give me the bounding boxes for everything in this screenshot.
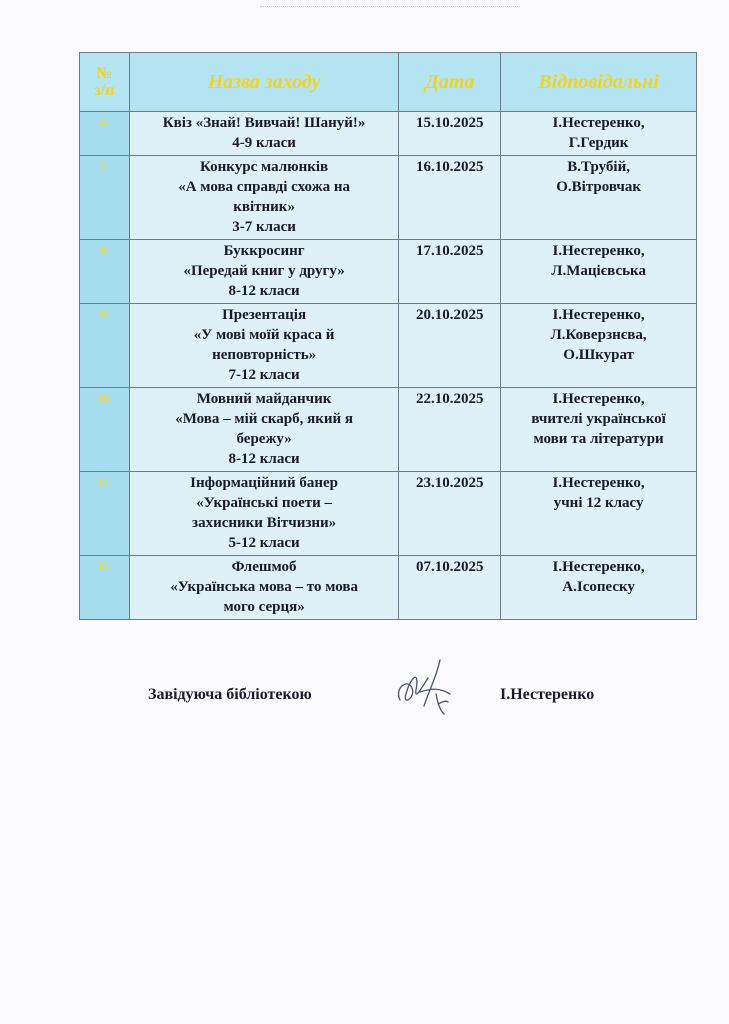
responsible-line: І.Нестеренко,: [552, 391, 645, 407]
responsible-line: Г.Гердик: [568, 135, 629, 151]
event-date-cell: 22.10.2025: [399, 388, 501, 472]
event-name-line: «Мова – мій скарб, який я: [175, 411, 353, 427]
event-name-line: 5-12 класи: [228, 535, 300, 551]
row-number: 11.: [80, 472, 130, 556]
responsible-line: І.Нестеренко,: [552, 307, 645, 323]
event-name-line: 3-7 класи: [232, 219, 296, 235]
responsible-line: О.Вітровчак: [556, 179, 641, 195]
event-name-line: «Передай книг у другу»: [183, 263, 345, 279]
event-name-line: «Українська мова – то мова: [170, 579, 358, 595]
row-number: 9.: [80, 304, 130, 388]
table-row: [80, 156, 697, 240]
row-number: 8.: [80, 240, 130, 304]
event-name-line: неповторність»: [212, 347, 317, 363]
event-date-cell: 07.10.2025: [399, 556, 501, 620]
responsible-line: мови та літератури: [533, 431, 664, 447]
table-row: [80, 388, 697, 472]
responsible-cell: [501, 472, 697, 556]
event-date-cell: 20.10.2025: [399, 304, 501, 388]
event-date-cell: 15.10.2025: [399, 112, 501, 156]
event-name-line: квітник»: [233, 199, 295, 215]
table-row: [80, 304, 697, 388]
responsible-line: Л.Коверзнєва,: [550, 327, 647, 343]
event-name-cell: [129, 156, 398, 240]
event-name-line: захисники Вітчизни»: [192, 515, 337, 531]
table-header-row: [80, 53, 697, 112]
responsible-line: учні 12 класу: [553, 495, 644, 511]
row-number: 7.: [80, 156, 130, 240]
event-name-line: Флешмоб: [231, 559, 297, 575]
header-responsible: Відповідальні: [501, 53, 697, 112]
event-name-cell: [129, 388, 398, 472]
responsible-cell: [501, 556, 697, 620]
responsible-line: О.Шкурат: [563, 347, 634, 363]
header-event-name: Назва заходу: [129, 53, 398, 112]
row-number: 6.: [80, 112, 130, 156]
responsible-cell: [501, 304, 697, 388]
responsible-line: І.Нестеренко,: [552, 559, 645, 575]
signature-role: Завідуюча бібліотекою: [148, 686, 312, 703]
event-name-line: бережу»: [236, 431, 292, 447]
event-name-line: Презентація: [222, 307, 307, 323]
event-date-cell: 17.10.2025: [399, 240, 501, 304]
event-name-line: 4-9 класи: [232, 135, 296, 151]
responsible-line: А.Ісопеску: [562, 579, 635, 595]
table-row: [80, 472, 697, 556]
header-number: [80, 53, 130, 112]
event-name-line: «Українські поети –: [196, 495, 332, 511]
event-name-line: «У мові моїй краса й: [193, 327, 335, 343]
event-name-line: Квіз «Знай! Вивчай! Шануй!»: [162, 115, 366, 131]
responsible-cell: [501, 388, 697, 472]
handwritten-signature: [380, 648, 470, 728]
event-name-cell: [129, 240, 398, 304]
responsible-line: вчителі української: [531, 411, 666, 427]
header-number-abbr: з/п: [94, 82, 115, 99]
table-row: [80, 240, 697, 304]
event-name-line: Мовний майданчик: [196, 391, 332, 407]
header-date: Дата: [399, 53, 501, 112]
scan-artifact-line: [260, 6, 520, 9]
signature-name: І.Нестеренко: [500, 686, 595, 703]
signature-block: [148, 680, 668, 730]
event-name-cell: [129, 556, 398, 620]
responsible-cell: [501, 240, 697, 304]
event-name-line: «А мова справді схожа на: [178, 179, 350, 195]
events-table: [79, 52, 697, 620]
event-name-line: Конкурс малюнків: [200, 159, 329, 175]
table-row: [80, 112, 697, 156]
event-name-line: 7-12 класи: [228, 367, 300, 383]
event-date-cell: 23.10.2025: [399, 472, 501, 556]
event-name-line: 8-12 класи: [228, 283, 300, 299]
event-name-line: мого серця»: [223, 599, 305, 615]
event-name-cell: [129, 472, 398, 556]
header-number-symbol: №: [96, 65, 113, 82]
event-name-cell: [129, 112, 398, 156]
table-body: [80, 112, 697, 620]
responsible-line: І.Нестеренко,: [552, 115, 645, 131]
event-name-line: 8-12 класи: [228, 451, 300, 467]
responsible-line: Л.Мацієвська: [551, 263, 646, 279]
responsible-cell: [501, 156, 697, 240]
row-number: 10.: [80, 388, 130, 472]
responsible-line: В.Трубій,: [567, 159, 630, 175]
event-date-cell: 16.10.2025: [399, 156, 501, 240]
event-name-cell: [129, 304, 398, 388]
responsible-cell: [501, 112, 697, 156]
row-number: 12.: [80, 556, 130, 620]
event-name-line: Інформаційний банер: [190, 475, 339, 491]
table-row: [80, 556, 697, 620]
responsible-line: І.Нестеренко,: [552, 475, 645, 491]
responsible-line: І.Нестеренко,: [552, 243, 645, 259]
event-name-line: Буккросинг: [223, 243, 305, 259]
